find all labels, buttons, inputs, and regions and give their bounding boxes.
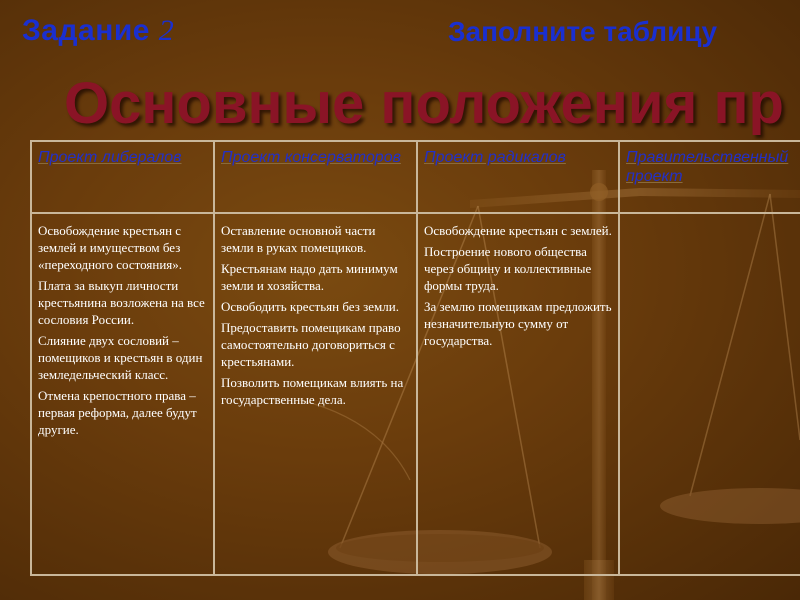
cell-conservatives <box>214 213 417 575</box>
projects-table <box>30 140 800 576</box>
cell-paragraph: Построение нового общества через общину и коллективные формы труда. <box>424 244 592 293</box>
cell-paragraph: Позволить помещикам влиять на государственные дела. <box>221 375 404 407</box>
table-header-row <box>31 141 800 213</box>
cell-paragraph: Плата за выкуп личности крестьянина возложена на все сословия России. <box>38 278 205 327</box>
cell-paragraph: За землю помещикам предложить незначительную сумму от государства. <box>424 299 612 348</box>
cell-paragraph: Освобождение крестьян с землей и имуществом без «переходного состояния». <box>38 223 183 272</box>
task-heading <box>22 14 174 48</box>
cell-paragraph: Оставление основной части земли в руках помещиков. <box>221 223 376 255</box>
cell-paragraph: Слияние двух сословий – помещиков и крестьян в один земледельческий класс. <box>38 333 203 382</box>
instruction-heading: Заполните таблицу <box>448 16 718 47</box>
cell-paragraph: Отмена крепостного права – первая реформа, далее будут другие. <box>38 388 197 437</box>
slide-title: Основные положения пр <box>64 71 784 136</box>
table-body-row <box>31 213 800 575</box>
cell-liberals <box>31 213 214 575</box>
cell-paragraph: Освобождение крестьян с землей. <box>424 223 612 238</box>
task-label: Задание <box>22 14 150 47</box>
cell-government <box>619 213 800 575</box>
column-header-radicals: Проект радикалов <box>417 141 619 213</box>
cell-paragraph: Крестьянам надо дать минимум земли и хозяйства. <box>221 261 398 293</box>
column-header-conservatives: Проект консерваторов <box>214 141 417 213</box>
column-header-liberals: Проект либералов <box>31 141 214 213</box>
cell-paragraph: Освободить крестьян без земли. <box>221 299 399 314</box>
cell-paragraph: Предоставить помещикам право самостоятельно договориться с крестьянами. <box>221 320 401 369</box>
cell-radicals <box>417 213 619 575</box>
task-number: 2 <box>158 14 175 47</box>
column-header-government: Правительственный проект <box>619 141 800 213</box>
